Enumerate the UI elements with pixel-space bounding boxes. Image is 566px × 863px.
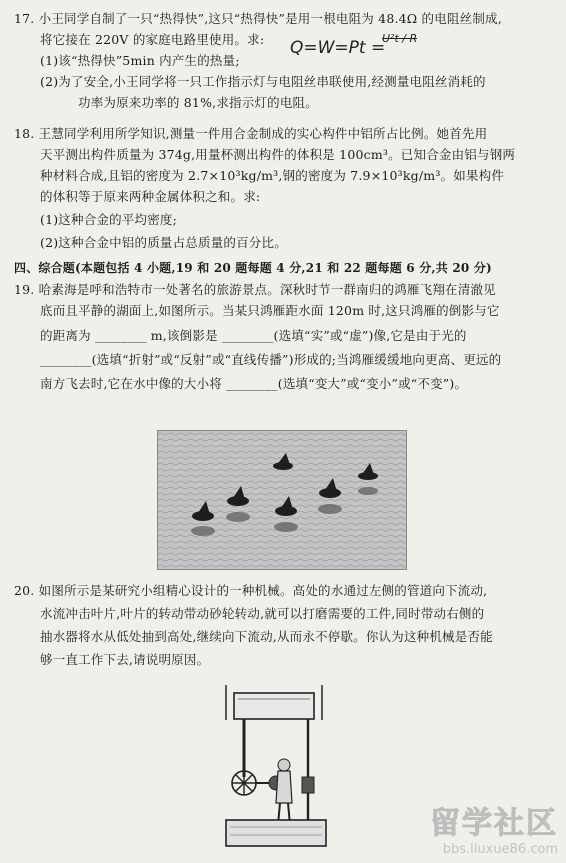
q18-part-2: (2)这种合金中铝的质量占总质量的百分比。 bbox=[40, 235, 287, 250]
q20-line-2: 水流冲击叶片,叶片的转动带动砂轮转动,就可以打磨需要的工件,同时带动右侧的 bbox=[40, 606, 485, 621]
section-heading: 四、综合题(本题包括 4 小题,19 和 20 题每题 4 分,21 和 22 题每题 6 分,共 20 分) bbox=[14, 261, 492, 275]
geese-lake-photo bbox=[157, 430, 407, 570]
watermark-url: bbs.liuxue86.com bbox=[442, 842, 558, 857]
handwritten-formula: Q=W=Pt = bbox=[290, 38, 386, 58]
q18-part-1: (1)这种合金的平均密度; bbox=[40, 212, 178, 227]
watermark bbox=[430, 798, 558, 857]
watermark-logo-text: 留学社区 bbox=[430, 806, 558, 841]
q19-line-4: ________(选填“折射”或“反射”或“直线传播”)形成的;当鸿雁缓缓地向更高、更远的 bbox=[40, 352, 502, 367]
machine-illustration bbox=[222, 685, 342, 855]
q20-line-1: 20. 如图所示是某研究小组精心设计的一种机械。高处的水通过左侧的管道向下流动, bbox=[14, 583, 488, 598]
q19-line-2: 底而且平静的湖面上,如图所示。当某只鸿雁距水面 120m 时,这只鸿雁的倒影与它 bbox=[40, 303, 500, 318]
water-wheel-machine-illustration bbox=[222, 685, 342, 855]
q18-line-1: 18. 王慧同学利用所学知识,测量一件用合金制成的实心构件中铝所占比例。她首先用 bbox=[14, 126, 488, 141]
handwritten-fraction: U²t / R bbox=[382, 32, 418, 45]
q17-part-2-cont: 功率为原来功率的 81%,求指示灯的电阻。 bbox=[78, 95, 318, 110]
q18-line-4: 的体积等于原来两种金属体积之和。求: bbox=[40, 189, 261, 204]
q19-line-3: 的距离为 ________ m,该倒影是 ________(选填“实”或“虚”)像,它是由于光的 bbox=[40, 328, 467, 343]
q18-line-3: 种材料合成,且铝的密度为 2.7×10³kg/m³,钢的密度为 7.9×10³kg/m³。如果构件 bbox=[40, 168, 505, 183]
geese-illustration bbox=[158, 431, 407, 570]
q17-line-1: 17. 小王同学自制了一只“热得快”,这只“热得快”是用一根电阻为 48.4Ω 的电阻丝制成, bbox=[14, 11, 502, 26]
q19-line-1: 19. 哈素海是呼和浩特市一处著名的旅游景点。深秋时节一群南归的鸿雁飞翔在清澈见 bbox=[14, 282, 496, 297]
q17-part-2: (2)为了安全,小王同学将一只工作指示灯与电阻丝串联使用,经测量电阻丝消耗的 bbox=[40, 74, 486, 89]
q20-line-4: 够一直工作下去,请说明原因。 bbox=[40, 652, 210, 667]
q17-line-2: 将它接在 220V 的家庭电路里使用。求: bbox=[40, 32, 265, 47]
q18-line-2: 天平测出构件质量为 374g,用量杯测出构件的体积是 100cm³。已知合金由铝与钢两 bbox=[40, 147, 516, 162]
q19-line-5: 南方飞去时,它在水中像的大小将 ________(选填“变大”或“变小”或“不变”)。 bbox=[40, 376, 468, 391]
q17-part-1: (1)该“热得快”5min 内产生的热量; bbox=[40, 53, 240, 68]
q20-line-3: 抽水器将水从低处抽到高处,继续向下流动,从而永不停歇。你认为这种机械是否能 bbox=[40, 629, 493, 644]
